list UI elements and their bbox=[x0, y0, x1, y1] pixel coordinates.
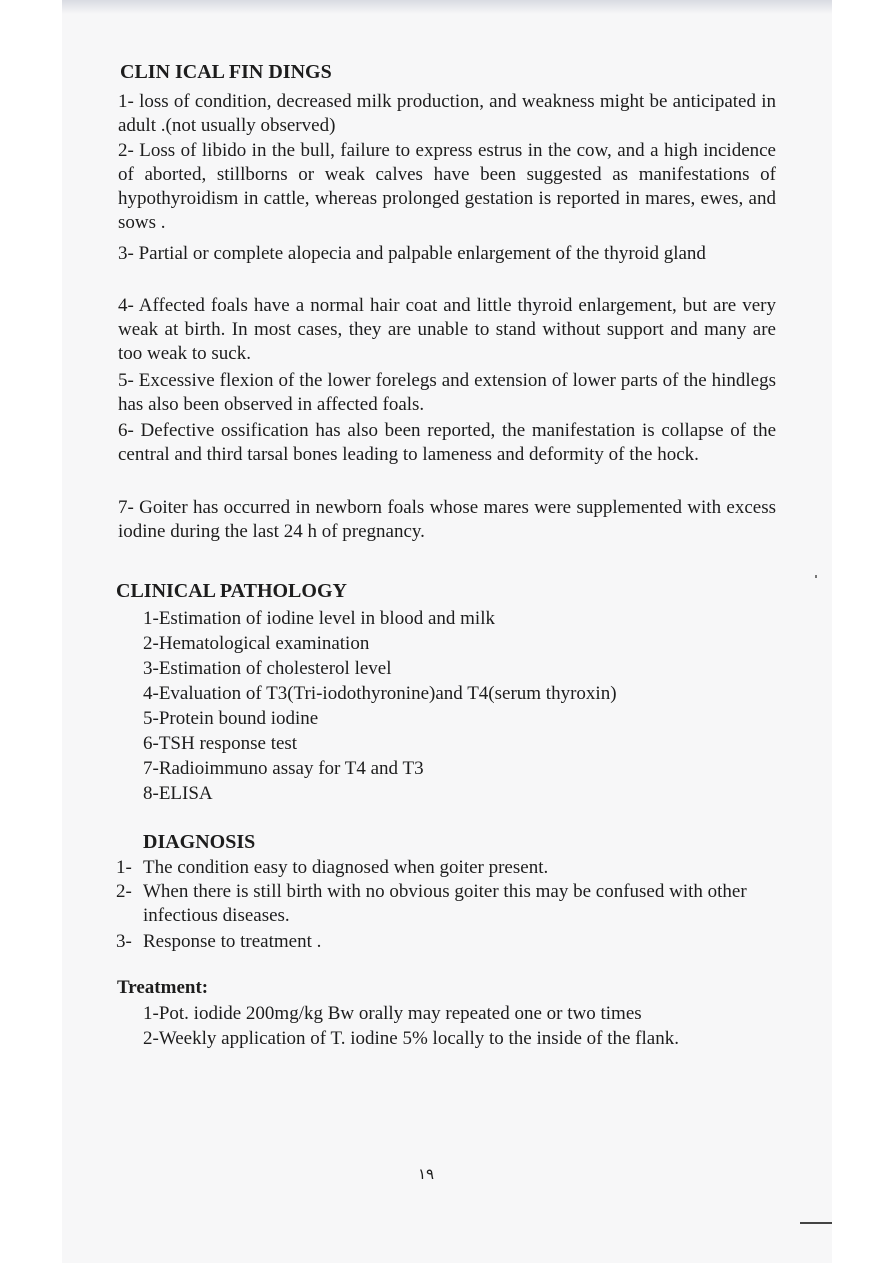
pathology-item-7: 7-Radioimmuno assay for T4 and T3 bbox=[143, 758, 424, 779]
diagnosis-heading: DIAGNOSIS bbox=[143, 831, 256, 853]
scan-top-shadow bbox=[62, 0, 832, 14]
diagnosis-item-1 bbox=[116, 856, 771, 880]
pathology-item-2: 2-Hematological examination bbox=[143, 633, 370, 654]
pathology-item-8: 8-ELISA bbox=[143, 783, 213, 804]
clinical-finding-2: 2- Loss of libido in the bull, failure to express estrus in the cow, and a high incidence of aborted, stillborns or weak calves have been suggested as manifestations of hypothyroidism in cattle, whereas prolonged gestation is reported in mares, ewes, and sows . bbox=[118, 140, 776, 233]
diagnosis-item-number: 2- bbox=[116, 881, 132, 902]
scan-speck bbox=[815, 575, 817, 578]
page-number: ١٩ bbox=[418, 1165, 435, 1183]
treatment-item-2: 2-Weekly application of T. iodine 5% locally to the inside of the flank. bbox=[143, 1028, 679, 1049]
treatment-item-1: 1-Pot. iodide 200mg/kg Bw orally may repeated one or two times bbox=[143, 1003, 642, 1024]
diagnosis-item-text: The condition easy to diagnosed when goiter present. bbox=[143, 857, 549, 878]
diagnosis-item-3 bbox=[116, 930, 771, 954]
pathology-item-3: 3-Estimation of cholesterol level bbox=[143, 658, 392, 679]
clinical-findings-heading: CLIN ICAL FIN DINGS bbox=[120, 61, 332, 83]
scan-edge-mark bbox=[800, 1222, 832, 1224]
diagnosis-item-number: 1- bbox=[116, 857, 132, 878]
clinical-finding-6: 6- Defective ossification has also been reported, the manifestation is collapse of the central and third tarsal bones leading to lameness and deformity of the hock. bbox=[118, 420, 776, 465]
diagnosis-item-text: Response to treatment . bbox=[143, 931, 322, 952]
clinical-finding-1: 1- loss of condition, decreased milk production, and weakness might be anticipated in adult .(not usually observed) bbox=[118, 91, 776, 136]
diagnosis-item-number: 3- bbox=[116, 931, 132, 952]
pathology-item-4: 4-Evaluation of T3(Tri-iodothyronine)and T4(serum thyroxin) bbox=[143, 683, 617, 704]
clinical-finding-4: 4- Affected foals have a normal hair coat and little thyroid enlargement, but are very weak at birth. In most cases, they are unable to stand without support and many are too weak to suck. bbox=[118, 295, 776, 364]
clinical-finding-7: 7- Goiter has occurred in newborn foals whose mares were supplemented with excess iodine during the last 24 h of pregnancy. bbox=[118, 497, 776, 542]
pathology-item-5: 5-Protein bound iodine bbox=[143, 708, 319, 729]
pathology-item-6: 6-TSH response test bbox=[143, 733, 298, 754]
clinical-pathology-heading: CLINICAL PATHOLOGY bbox=[116, 580, 347, 602]
treatment-heading: Treatment: bbox=[117, 977, 209, 998]
diagnosis-item-text: When there is still birth with no obvious goiter this may be confused with other infectious diseases. bbox=[143, 881, 747, 926]
diagnosis-item-2 bbox=[116, 880, 771, 928]
clinical-finding-5: 5- Excessive flexion of the lower forelegs and extension of lower parts of the hindlegs has also been observed in affected foals. bbox=[118, 370, 776, 415]
pathology-item-1: 1-Estimation of iodine level in blood and milk bbox=[143, 608, 495, 629]
clinical-finding-3: 3- Partial or complete alopecia and palpable enlargement of the thyroid gland bbox=[118, 243, 706, 264]
